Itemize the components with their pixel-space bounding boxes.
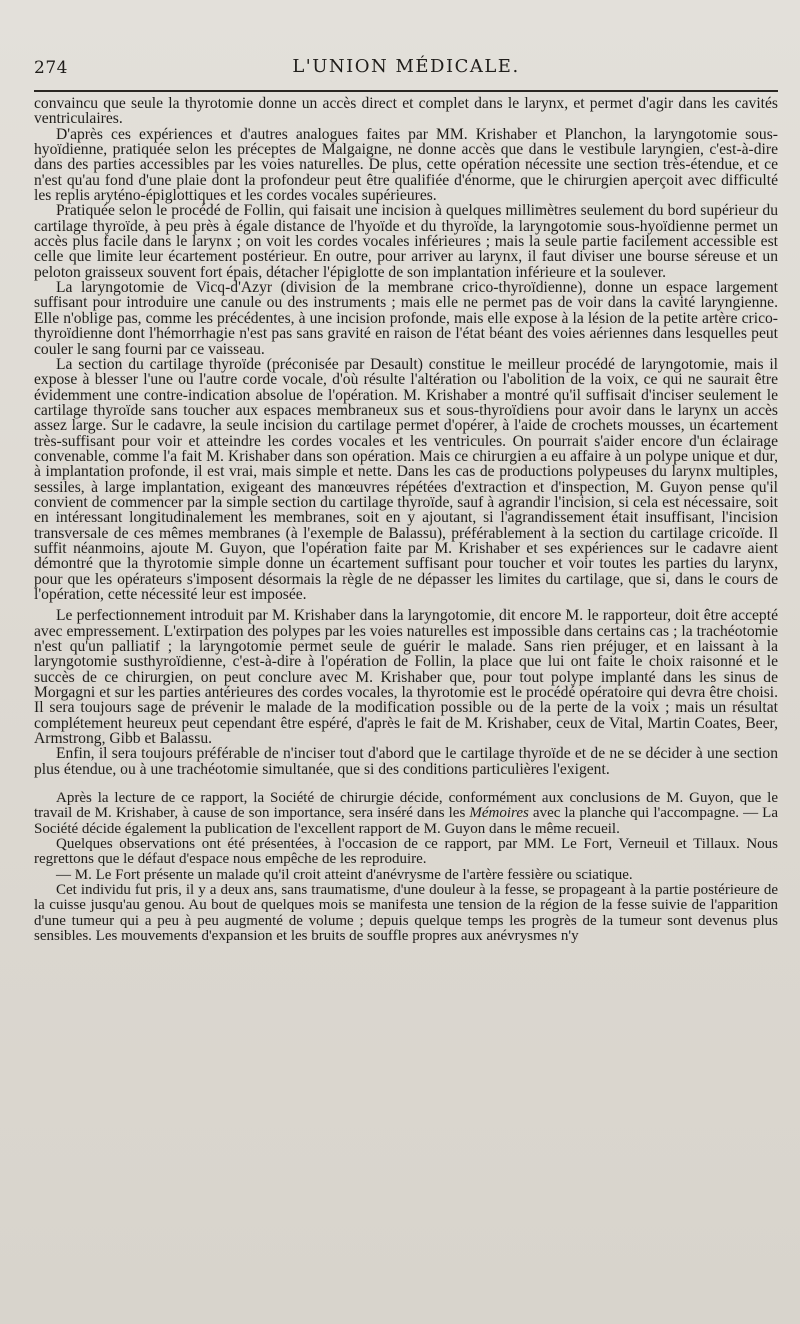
society-report: [34, 791, 778, 944]
article-body: [34, 96, 778, 777]
paragraph: Pratiquée selon le procédé de Follin, qui faisait une incision à quelques millimètres seulement du bord supérieur du cartilage thyroïde, à peu près à égale distance de l'hyoïde et du thyroïde, la laryngotomie sous-hyoïdienne permet un accès plus facile dans le larynx ; on voit les cordes vocales inférieures ; mais la seule partie facilement accessible est celle que limite leur écartement postérieur. En outre, pour arriver au larynx, il faut diviser une bourse séreuse et un peloton graisseux souvent fort épais, détacher l'épiglotte de son implantation inférieure et la soulever.: [34, 202, 778, 281]
paragraph: Enfin, il sera toujours préférable de n'inciser tout d'abord que le cartilage thyroïde et de ne se décider à une section plus étendue, ou à une trachéotomie simultanée, que si des conditions particulières l'exigent.: [34, 745, 778, 778]
paragraph: Le perfectionnement introduit par M. Krishaber dans la laryngotomie, dit encore M. le rapporteur, doit être accepté avec empressement. L'extirpation des polypes par les voies naturelles est impossible dans certains cas ; la trachéotomie n'est qu'un palliatif ; la laryngotomie permet seule de guérir le malade. Sans rien préjuger, et en laissant à la laryngotomie susthyroïdienne, c'est-à-dire à l'opération de Follin, la place que lui ont faite le choix raisonné et le succès de ce chirurgien, on peut conclure avec M. Krishaber que, pour tout polype implanté dans les sinus de Morgagni et sur les parties antérieures des cordes vocales, la thyrotomie est le procédé opératoire qui devra être choisi. Il sera toujours sage de prévenir le malade de la modification possible ou de la perte de la voix ; mais un résultat complétement heureux peut cependant être espéré, d'après le fait de M. Krishaber, ceux de Vital, Martin Coates, Beer, Armstrong, Gibb et Balassu.: [34, 607, 778, 748]
running-title: L'UNION MÉDICALE.: [292, 56, 520, 77]
header-rule: [34, 90, 778, 92]
paragraph: La laryngotomie de Vicq-d'Azyr (division de la membrane crico-thyroïdienne), donne un espace largement suffisant pour introduire une canule ou des instruments ; mais elle ne permet pas de voir dans la cavité laryngienne. Elle n'oblige pas, comme les précédentes, à une incision profonde, mais elle expose à la lésion de la petite artère crico-thyroïdienne dont l'hémorrhagie n'est pas sans gravité en raison de l'état béant des voies aériennes dans lesquelles peut couler le sang fourni par ce vaisseau.: [34, 279, 778, 358]
paragraph: — M. Le Fort présente un malade qu'il croit atteint d'anévrysme de l'artère fessière ou sciatique.: [56, 866, 633, 883]
text-run: avec la planche qui l'accompagne. — La Société décide également la publication de l'excellent rapport de M. Guyon dans le même recueil.: [34, 805, 778, 837]
paragraph: [34, 791, 778, 837]
text-run: Après la lecture de ce rapport, la Société de chirurgie décide, conformément aux conclusions de M. Guyon, que le travail de M. Krishaber, à cause de son importance, sera inséré dans les: [34, 790, 778, 822]
paragraph: La section du cartilage thyroïde (préconisée par Desault) constitue le meilleur procédé de laryngotomie, mais il expose à blesser l'une ou l'autre corde vocale, d'où résulte l'altération ou l'abolition de la voix, ce qui ne saurait être évidemment une contre-indication absolue de l'opération. M. Krishaber a montré qu'il suffisait d'inciser seulement le cartilage thyroïde sans toucher aux espaces membraneux sus et sous-thyroïdiens pour avoir dans le larynx un accès assez large. Sur le cadavre, la seule incision du cartilage permet d'opérer, à l'aide de crochets mousses, un écartement très-suffisant pour voir et atteindre les cordes vocales et les ventricules. On pourrait s'aider encore d'un éclairage convenable, comme l'a fait M. Krishaber dans son opération. Mais ce chirurgien a eu affaire à un polype unique et dur, à implantation profonde, il est vrai, mais simple et nette. Dans les cas de productions polypeuses du larynx multiples, sessiles, à large implantation, exigeant des manœuvres répétées d'extraction et d'inspection, M. Guyon pense qu'il convient de commencer par la simple section du cartilage thyroïde, sauf à agrandir l'incision, si cela est nécessaire, soit en intéressant longitudinalement les membranes, soit en y ajoutant, si l'agrandissement était insuffisant, l'incision transversale de ces mêmes membranes (à l'exemple de Balassu), préférablement à la section du cartilage cricoïde. Il suffit néanmoins, ajoute M. Guyon, que l'opération faite par M. Krishaber et ses expériences sur le cadavre aient démontré que la thyrotomie simple donne un écartement suffisant pour toucher et voir toutes les parties du larynx, pour que les opérateurs s'imposent désormais la règle de ne dépasser les limites du cartilage, que si, dans le cours de l'opération, cette nécessité leur est imposée.: [34, 355, 778, 603]
page-number: 274: [34, 58, 68, 78]
paragraph: convaincu que seule la thyrotomie donne un accès direct et complet dans le larynx, et permet d'agir dans les cavités ventriculaires.: [34, 95, 778, 128]
italic-title: Mémoires: [469, 805, 529, 822]
spacer: [34, 777, 778, 791]
paragraph: Quelques observations ont été présentées, à l'occasion de ce rapport, par MM. Le Fort, Verneuil et Tillaux. Nous regrettons que le défaut d'espace nous empêche de les reproduire.: [34, 836, 778, 868]
page-header: [34, 56, 778, 86]
paragraph: D'après ces expériences et d'autres analogues faites par MM. Krishaber et Planchon, la laryngotomie sous-hyoïdienne, pratiquée selon les préceptes de Malgaigne, ne donne accès que dans le vestibule laryngien, c'est-à-dire dans des parties accessibles par les voies naturelles. De plus, cette opération nécessite une section très-étendue, et ce n'est qu'au fond d'une plaie dont la profondeur peut être qualifiée d'énorme, que le chirurgien aperçoit avec difficulté les replis aryténo-épiglottiques et les cordes vocales supérieures.: [34, 125, 778, 205]
paragraph: Cet individu fut pris, il y a deux ans, sans traumatisme, d'une douleur à la fesse, se propageant à la partie postérieure de la cuisse jusqu'au genou. Au bout de quelques mois se manifesta une tension de la région de la fesse suivie de l'apparition d'une tumeur qui a peu à peu augmenté de volume ; depuis quelque temps les progrès de la tumeur sont devenus plus sensibles. Les mouvements d'expansion et les bruits de souffle propres aux anévrysmes n'y: [34, 881, 778, 944]
